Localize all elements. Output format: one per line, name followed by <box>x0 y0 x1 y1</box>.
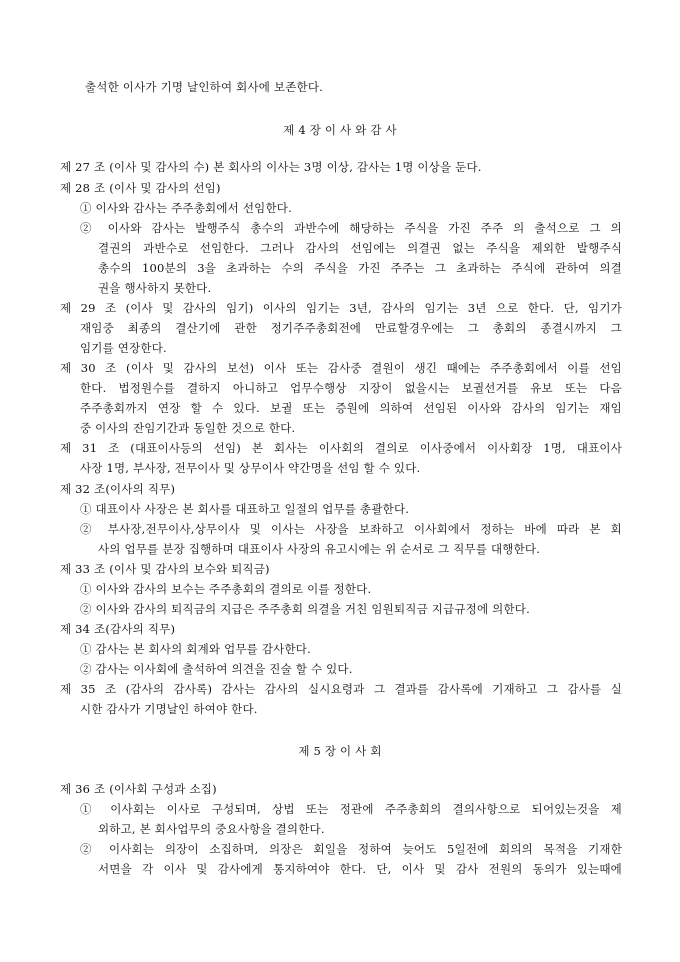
article-28-clause-2-cont: 결권의 과반수로 선임한다. 그러나 감사의 선임에는 의결권 없는 주식을 제외한 발행주식 <box>98 241 622 255</box>
article-33-clause-1: ① 이사와 감사의 보수는 주주총회의 결의로 이를 정한다. <box>80 582 372 596</box>
article-32-heading: 제 32 조(이사의 직무) <box>60 482 176 496</box>
article-32-clause-1: ① 대표이사 사장은 본 회사를 대표하고 일절의 업무를 총괄한다. <box>80 502 410 516</box>
article-36-clause-1-cont: 외하고, 본 회사업무의 중요사항을 결의한다. <box>98 822 325 836</box>
article-30: 제 30 조 (이사 및 감사의 보선) 이사 또는 감사중 결원이 생긴 때에는 주주총회에서 이를 선임 <box>60 361 622 375</box>
article-36-clause-2-cont: 서면을 각 이사 및 감사에게 통지하여야 한다. 단, 이사 및 감사 전원의 동의가 있는때에 <box>98 862 622 876</box>
article-29-cont: 재임중 최종의 결산기에 관한 정기주주총회전에 만료할경우에는 그 총회의 종결시까지 그 <box>80 321 622 335</box>
article-34-heading: 제 34 조(감사의 직무) <box>60 622 176 636</box>
article-36-clause-1: ① 이사회는 이사로 구성되며, 상법 또는 정관에 주주총회의 결의사항으로 되어있는것을 제 <box>80 802 622 816</box>
article-30-cont: 주주총회까지 연장 할 수 있다. 보궐 또는 증원에 의하여 선임된 이사와 감사의 임기는 재임 <box>80 401 622 415</box>
article-28-clause-2: ② 이사와 감사는 발행주식 총수의 과반수에 해당하는 주식을 가진 주주 의 출석으로 그 의 <box>80 221 622 235</box>
article-31-cont: 사장 1명, 부사장, 전무이사 및 상무이사 약간명을 선임 할 수 있다. <box>80 461 421 475</box>
article-29-cont: 임기를 연장한다. <box>80 341 167 355</box>
article-30-cont: 중 이사의 잔임기간과 동일한 것으로 한다. <box>80 421 296 435</box>
article-33-heading: 제 33 조 (이사 및 감사의 보수와 퇴직금) <box>60 562 270 576</box>
article-28-clause-2-cont: 권을 행사하지 못한다. <box>98 281 212 295</box>
article-36-heading: 제 36 조 (이사회 구성과 소집) <box>60 782 217 796</box>
article-36-clause-2: ② 이사회는 의장이 소집하며, 의장은 회일을 정하여 늦어도 5일전에 회의의 목적을 기재한 <box>80 842 622 856</box>
article-29: 제 29 조 (이사 및 감사의 임기) 이사의 임기는 3년, 감사의 임기는 3년 으로 한다. 단, 임기가 <box>60 301 622 315</box>
article-33-clause-2: ② 이사와 감사의 퇴직금의 지급은 주주총회 의결을 거친 임원퇴직금 지급규정에 의한다. <box>80 602 530 616</box>
article-28-heading: 제 28 조 (이사 및 감사의 선임) <box>60 181 221 195</box>
article-35-cont: 시한 감사가 기명날인 하여야 한다. <box>80 702 258 716</box>
article-31: 제 31 조 (대표이사등의 선임) 본 회사는 이사회의 결의로 이사중에서 이사회장 1명, 대표이사 <box>60 441 622 455</box>
article-28-clause-2-cont: 총수의 100분의 3을 초과하는 수의 주식을 가진 주주는 그 초과하는 주식에 관하여 의결 <box>98 261 622 275</box>
article-32-clause-2: ② 부사장,전무이사,상무이사 및 이사는 사장을 보좌하고 이사회에서 정하는 바에 따라 본 회 <box>80 522 622 536</box>
article-28-clause-1: ① 이사와 감사는 주주총회에서 선임한다. <box>80 201 292 215</box>
text-line: 출석한 이사가 기명 날인하여 회사에 보존한다. <box>85 80 324 94</box>
article-34-clause-2: ② 감사는 이사회에 출석하여 의견을 진술 할 수 있다. <box>80 662 353 676</box>
article-27: 제 27 조 (이사 및 감사의 수) 본 회사의 이사는 3명 이상, 감사는 1명 이상을 둔다. <box>60 160 482 174</box>
article-30-cont: 한다. 법정원수를 결하지 아니하고 업무수행상 지장이 없을시는 보궐선거를 유보 또는 다음 <box>80 381 622 395</box>
article-35: 제 35 조 (감사의 감사록) 감사는 감사의 실시요령과 그 결과를 감사록에 기재하고 그 감사를 실 <box>60 682 622 696</box>
article-32-clause-2-cont: 사의 업무를 분장 집행하며 대표이사 사장의 유고시에는 위 순서로 그 직무를 대행한다. <box>98 542 541 556</box>
article-34-clause-1: ① 감사는 본 회사의 회계와 업무를 감사한다. <box>80 642 311 656</box>
chapter-heading: 제 5 장 이 사 회 <box>298 744 382 758</box>
chapter-heading: 제 4 장 이 사 와 감 사 <box>283 123 397 137</box>
